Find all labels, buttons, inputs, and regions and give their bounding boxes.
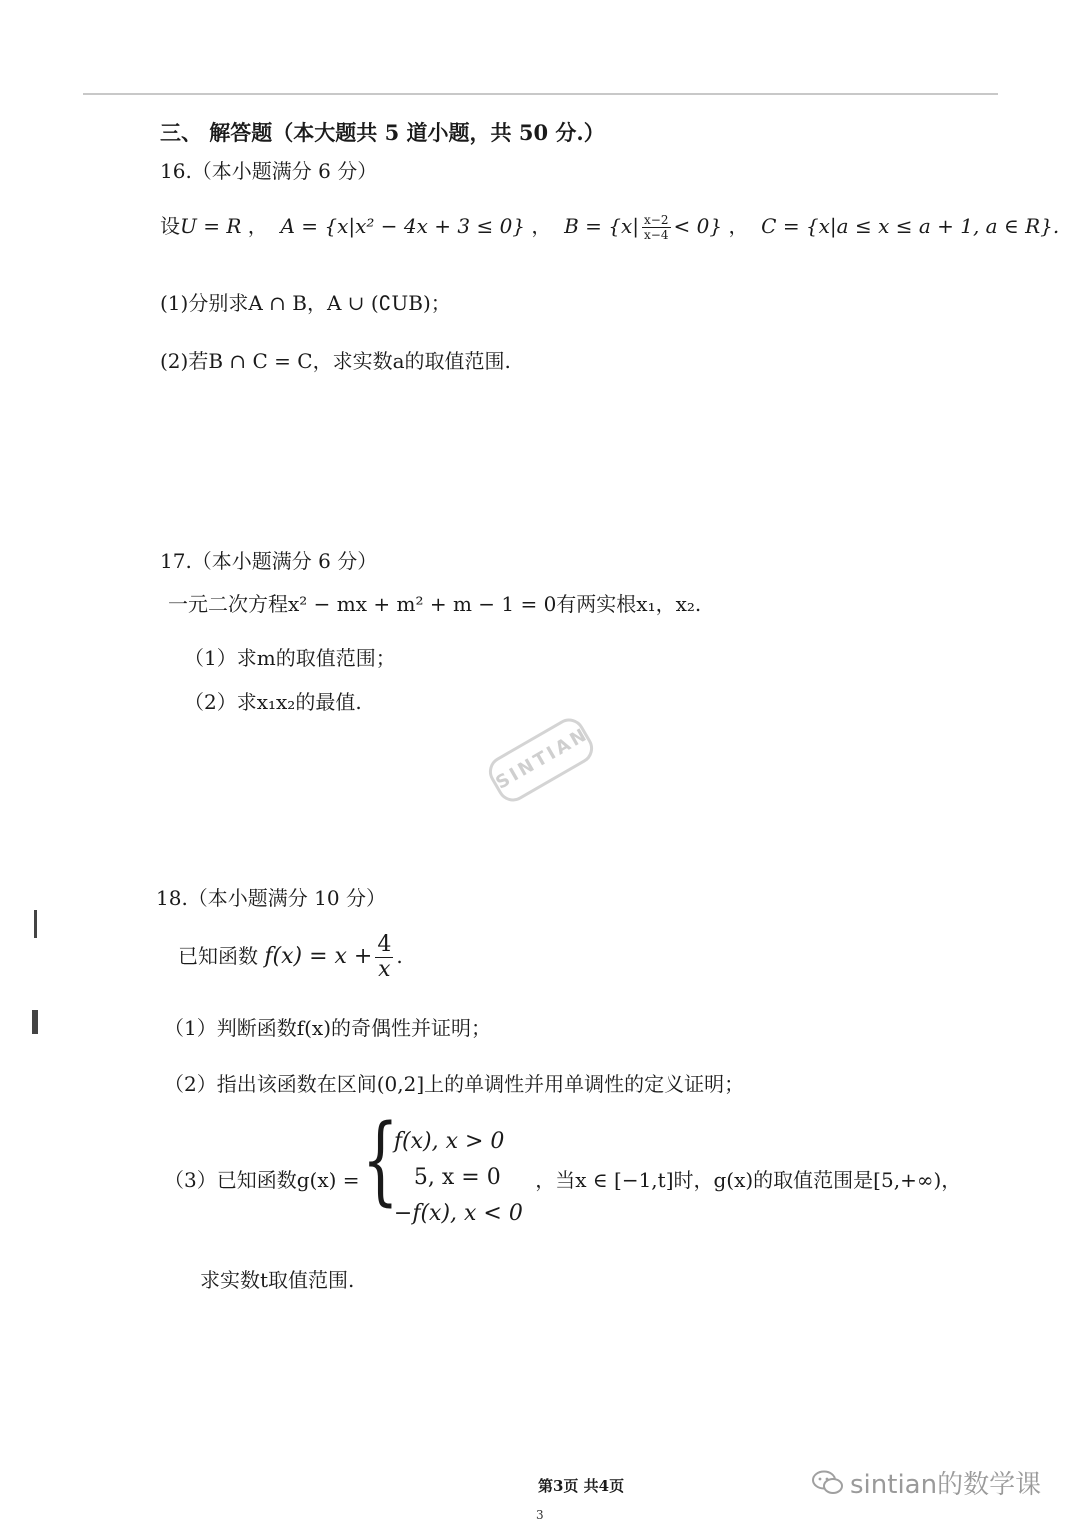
q18-header: 18.（本小题满分 10 分） bbox=[156, 886, 386, 910]
q16-part1: (1)分别求A ∩ B，A ∪ (∁UB)； bbox=[160, 291, 451, 315]
wechat-label: sintian的数学课 bbox=[850, 1470, 1042, 1500]
q18-stem-end: . bbox=[396, 944, 403, 968]
q16-set-b-denominator: x−4 bbox=[644, 228, 669, 242]
q16-set-u: U = R bbox=[180, 214, 242, 238]
q18-part3-prefix: （3）已知函数g(x) = bbox=[164, 1167, 360, 1192]
page-footer-label: 第3页 共4页 bbox=[538, 1477, 625, 1495]
wechat-icon bbox=[812, 1470, 844, 1496]
piecewise-cases bbox=[394, 1124, 523, 1232]
q16-set-b-right: < 0} bbox=[673, 214, 723, 238]
page-number: 3 bbox=[536, 1508, 544, 1522]
q18-stem-fx: f(x) = x + bbox=[264, 944, 373, 969]
q18-part3 bbox=[164, 1104, 962, 1236]
q16-sep: ， bbox=[728, 214, 749, 238]
q18-part3-end: 求实数t取值范围. bbox=[200, 1268, 355, 1292]
q16-set-b-numerator: x−2 bbox=[644, 213, 669, 227]
q18-part3-suffix: ，当x ∈ [−1,t]时，g(x)的取值范围是[5,+∞)， bbox=[535, 1167, 962, 1192]
q18-part1: （1）判断函数f(x)的奇偶性并证明； bbox=[164, 1016, 492, 1040]
q18-stem-denominator: x bbox=[378, 957, 391, 982]
q16-header: 16.（本小题满分 6 分） bbox=[160, 159, 378, 183]
q17-part2: （2）求x₁x₂的最值. bbox=[184, 690, 362, 714]
q18-part2: （2）指出该函数在区间(0,2]上的单调性并用单调性的定义证明； bbox=[164, 1072, 745, 1096]
q18-stem-prefix: 已知函数 bbox=[178, 944, 258, 968]
q18-stem bbox=[178, 926, 403, 986]
sintian-watermark: SINTIAN bbox=[483, 713, 599, 808]
case-positive: f(x), x > 0 bbox=[393, 1129, 505, 1154]
scan-edge-mark bbox=[32, 1010, 38, 1034]
q17-header: 17.（本小题满分 6 分） bbox=[160, 549, 378, 573]
q16-set-c: C = {x|a ≤ x ≤ a + 1, a ∈ R}. bbox=[761, 214, 1060, 238]
left-brace-glyph: { bbox=[361, 1104, 399, 1216]
section-heading: 三、 解答题（本大题共 5 道小题，共 50 分.） bbox=[160, 120, 605, 145]
q16-set-b-fraction bbox=[642, 214, 670, 241]
q16-set-a: A = {x|x² − 4x + 3 ≤ 0} bbox=[280, 214, 526, 238]
q18-stem-numerator: 4 bbox=[377, 932, 392, 957]
q16-set-b-left: B = {x| bbox=[564, 214, 640, 238]
q16-sep: ， bbox=[531, 214, 552, 238]
case-zero: 5, x = 0 bbox=[413, 1165, 501, 1190]
q16-given-prefix: 设 bbox=[160, 214, 180, 238]
q16-given bbox=[160, 210, 1059, 241]
q17-part1: （1）求m的取值范围； bbox=[184, 646, 396, 670]
case-negative: −f(x), x < 0 bbox=[393, 1201, 523, 1226]
top-rule bbox=[83, 93, 998, 95]
scan-edge-mark bbox=[34, 910, 37, 938]
piecewise-brace bbox=[361, 1104, 523, 1232]
q16-sep: ， bbox=[247, 214, 268, 238]
q18-stem-fraction bbox=[375, 934, 393, 981]
q16-part2: (2)若B ∩ C = C，求实数a的取值范围. bbox=[160, 349, 511, 373]
wechat-watermark bbox=[812, 1464, 1041, 1501]
q17-stem: 一元二次方程x² − mx + m² + m − 1 = 0有两实根x₁，x₂. bbox=[168, 592, 702, 616]
